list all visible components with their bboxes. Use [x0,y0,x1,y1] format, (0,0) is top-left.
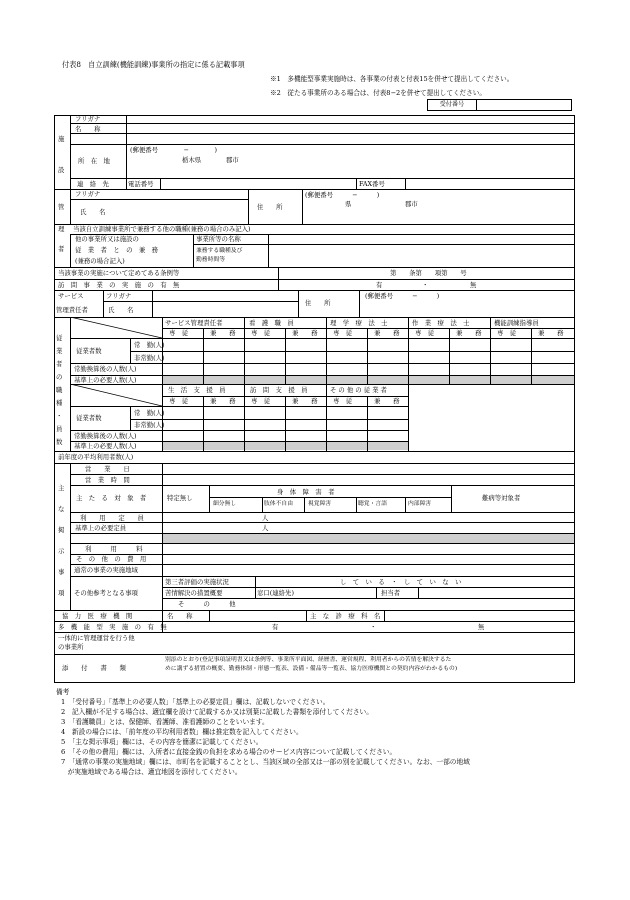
service-manager-address-label: 住 所 [305,299,331,307]
service-manager-furigana-label: フリガナ [106,292,132,300]
manager-furigana-label: フリガナ [75,190,101,198]
required-capacity-label: 基準上の必要定員 [75,524,127,532]
facility-side-1: 施 [58,135,65,143]
visit-no: 無 [470,281,477,289]
others-label: そ の 他 [178,600,236,608]
sub-limb: 肢体不自由 [264,501,293,507]
receipt-number-box[interactable] [427,99,572,111]
staff-header-pt: 理 学 療 法 士 [330,319,388,327]
col-exclusive: 専 従 [251,329,271,337]
facility-address-label: 所 在 地 [78,157,110,165]
staff-full-time-label-2: 常 勤(人) [134,409,165,417]
staff-part-time-label: 非常勤(人) [134,354,165,362]
no-category: 特定無し [167,494,193,502]
service-manager-postal: (郵便番号 − ) [365,292,440,300]
intractable-disease: 難病等対象者 [482,494,521,502]
remark-item: 2 記入欄が不足する場合は、適宜欄を設けて記載するか又は別葉に記載した書類を添付してください。 [61,708,373,716]
avg-users-label: 前年度の平均利用者数(人) [58,453,134,461]
complaints-window-label: 窓口(連絡先) [257,589,294,597]
remark-item: 5 「主な掲示事項」欄には、その内容を簡潔に記載してください。 [61,738,263,746]
staff-header-visit-support: 訪 問 支 援 員 [250,386,308,394]
medical-name-label: 名 称 [167,612,193,620]
visit-dot: ・ [422,281,429,289]
form-title: 付表8 自立訓練(機能訓練)事業所の指定に係る記載事項 [62,60,245,69]
multifunction-dot: ・ [370,623,377,631]
facility-city: 郡市 [226,156,239,164]
col-exclusive: 専 従 [333,397,353,405]
remark-item: 7 「通常の事業の実施地域」欄には、市町名を記載することとし、当該区域の全部又は一部の別を記載してください。なお、一部の地域 [61,758,470,766]
manager-city: 郡市 [405,200,418,208]
staff-header-diagonal-bottom [70,384,162,406]
facility-phone-label: 電話番号 [128,180,154,188]
service-manager-name-label: 氏 名 [108,306,134,314]
remark-item: 3 「看護職員」とは、保健師、看護師、准看護師のことをいいます。 [61,718,269,726]
staff-full-time-label: 常 勤(人) [134,341,165,349]
sub-hearing: 聴覚・言語 [358,501,387,507]
shade-required-capacity [162,533,574,543]
remarks [56,687,470,777]
manager-other-office-3: (兼務の場合記入) [75,257,125,265]
col-concurrent: 兼 務 [292,329,318,337]
manager-other-office-1: 他の事業所又は施設の [75,235,139,243]
service-manager-label-2: 管理責任者 [56,306,88,314]
manager-name-label: 氏 名 [80,208,106,216]
staff-fte-label-2: 常勤換算後の人数(人) [74,432,137,440]
staff-fte-label: 常勤換算後の人数(人) [74,365,137,373]
col-exclusive: 専 従 [415,329,435,337]
sub-no-category: 細分無し [213,501,237,507]
multifunction-label: 多 機 能 型 実 施 の 有 無 [58,623,167,631]
staff-count-label: 従業者数 [76,347,102,355]
remark-item: 4 新設の場合には、「前年度の平均利用者数」欄は推定数を記入してください。 [61,728,303,736]
multifunction-no: 無 [478,623,485,631]
manager-office-name-label: 事業所等の名称 [196,235,241,243]
facility-name-label: 名 称 [75,125,101,133]
col-exclusive: 専 従 [169,329,189,337]
col-exclusive: 専 従 [169,397,189,405]
person-in-charge-label: 担当者 [381,589,401,597]
col-exclusive: 専 従 [497,329,517,337]
manager-concurrent-here: 当該自立訓練事業所で兼務する他の職種(兼務の場合のみ記入) [73,225,251,233]
manager-concurrent-job-1: 兼務する職種及び [196,248,243,254]
capacity-label: 利 用 定 員 [80,514,144,522]
staff-part-time-label-2: 非常勤(人) [134,421,165,429]
facility-furigana-label: フリガナ [75,115,101,123]
staff-header-diagonal-top [70,317,162,338]
staff-required-label: 基準上の必要人数(人) [74,376,137,384]
note-1: ※1 多機能型事業実施時は、各事業の付表と付表15を併せて提出してください。 [270,75,514,83]
col-concurrent: 兼 務 [374,329,400,337]
visit-yes: 有 [376,281,383,289]
ordinance-value: 第 条第 項第 号 [390,269,467,277]
complaints-label: 苦情解決の措置概要 [165,589,223,597]
staff-header-other: そ の 他 の 従 業 者 [330,386,387,394]
manager-side-2: 理 [58,225,65,233]
manager-prefecture: 県 [345,200,352,208]
business-hours-label: 営 業 時 間 [85,476,130,484]
shade-required-staff-top [162,375,574,384]
target-label: 主 た る 対 象 者 [76,494,147,502]
receipt-number-label: 受付番号 [428,100,477,110]
col-concurrent: 兼 務 [210,397,236,405]
staff-header-ot: 作 業 療 法 士 [412,319,470,327]
col-concurrent: 兼 務 [374,397,400,405]
col-exclusive: 専 従 [251,397,271,405]
col-concurrent: 兼 務 [292,397,318,405]
staff-header-nurse: 看 護 職 員 [249,319,294,327]
medical-label: 協 力 医 療 機 関 [62,612,133,620]
remark-item: が実施地域である場合は、適宜地図を添付してください。 [61,768,242,776]
col-exclusive: 専 従 [333,329,353,337]
integrated-label-1: 一体的に管理運営を行う他 [58,634,135,642]
required-capacity-unit: 人 [262,524,269,532]
staff-header-service-manager: サービス管理責任者 [165,319,223,327]
fee-label: 利 用 料 [85,545,143,553]
physical-disability: 身 体 障 害 者 [277,488,335,496]
manager-side-1: 管 [58,203,65,211]
facility-fax-label: FAX番号 [359,180,385,188]
facility-side-2: 設 [58,166,65,174]
attachments-text-2: めに講ずる措置の概要、勤務体制・形態一覧表、設備・備品等一覧表、協力医療機関との契約内容がわかるもの) [165,666,458,672]
facility-postal: (郵便番号 − ) [130,146,218,154]
col-concurrent: 兼 務 [456,329,482,337]
facility-prefecture: 栃木県 [182,156,202,164]
service-area-label: 通常の事業の実施地域 [74,566,138,574]
medical-department-label: 主 な 診 療 科 名 [310,612,381,620]
attachments-text-1: 別添のとおり(登記事項証明書又は条例等、事業所平面図、経歴書、運営規程、利用者からの苦情を解決するた [165,657,452,663]
staff-header-life-support: 生 活 支 援 員 [168,386,226,394]
posting-side-label: 主 な 掲 示 事 項 [58,484,65,597]
facility-contact-label: 連 絡 先 [77,180,109,188]
service-manager-label-1: サービス [58,292,84,300]
sub-internal: 内部障害 [408,501,432,507]
remark-item: 1 「受付番号」「基準上の必要人数」「基準上の必要定員」欄は、記載しないでください。 [61,698,330,706]
manager-address-label: 住 所 [257,203,283,211]
multifunction-yes: 有 [272,623,279,631]
remark-item: 6 「その他の費用」欄には、入所者に直接金銭の負担を求める場合のサービス内容について記載してください。 [61,748,397,756]
capacity-unit: 人 [262,514,269,522]
sub-visual: 視覚障害 [308,501,332,507]
manager-concurrent-job-2: 勤務時間等 [196,257,225,263]
other-cost-label: そ の 他 の 費 用 [76,555,147,563]
staff-count-label-2: 従業者数 [76,414,102,422]
manager-side-3: 者 [58,245,65,253]
note-2: ※2 従たる事業所のある場合は、付表8−2を併せて提出してください。 [270,89,486,97]
staff-required-label-2: 基準上の必要人数(人) [74,442,137,450]
visit-label: 訪 問 事 業 の 実 施 の 有 無 [58,281,180,289]
staff-side-label: 従 業 者 の 職 種 ・ 員 数 [56,334,63,446]
ordinance-label: 当該事業の実施について定めてある条例等 [58,269,180,277]
manager-postal: (郵便番号 − ) [305,191,380,199]
other-items-label: その他参考となる事項 [74,589,138,597]
third-party-label: 第三者評価の実施状況 [165,578,229,586]
business-days-label: 営 業 日 [85,465,130,473]
attachments-label: 添 付 書 類 [62,664,126,672]
col-concurrent: 兼 務 [210,329,236,337]
integrated-label-2: の事業所 [58,643,84,651]
staff-header-trainer: 機能訓練指導員 [494,319,539,327]
manager-other-office-2: 従 業 者 と の 兼 務 [75,246,159,254]
remarks-heading: 備考 [56,688,70,696]
third-party-value: し て い る ・ し て い な い [340,578,462,586]
col-concurrent: 兼 務 [538,329,564,337]
